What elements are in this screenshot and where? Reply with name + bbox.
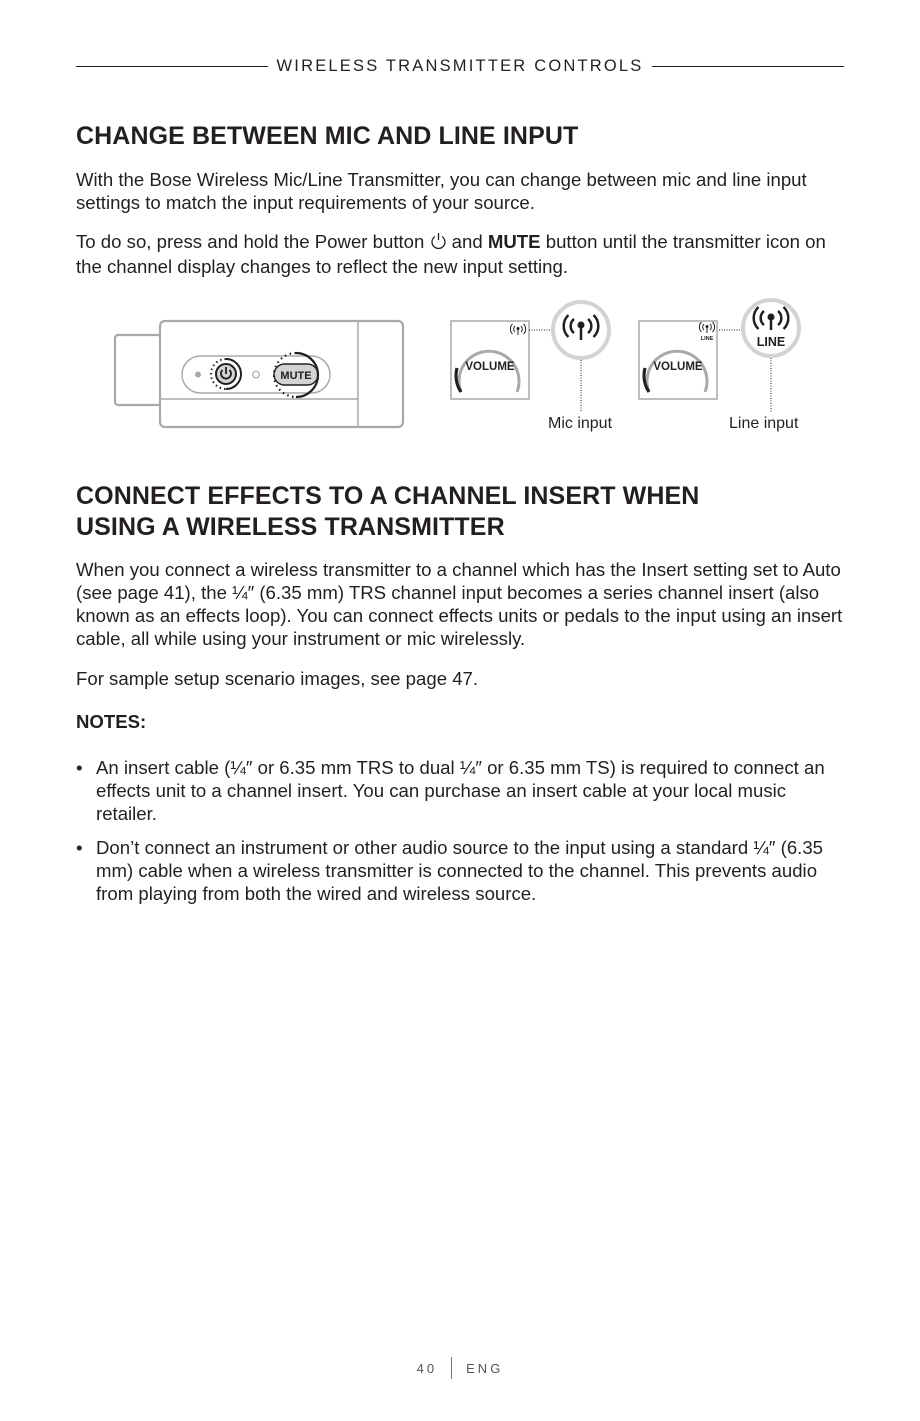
note-text: An insert cable (¼″ or 6.35 mm TRS to dual ¼″ or 6.35 mm TS) is required to connect an effects unit to a channel insert. You can purchase an insert cable at your local music retailer. xyxy=(96,757,825,824)
line-volume-label: VOLUME xyxy=(653,361,703,373)
page-number: 40 xyxy=(416,1360,438,1376)
section-header xyxy=(76,54,844,78)
line-badge-label: LINE xyxy=(756,335,786,349)
mic-input-caption: Mic input xyxy=(548,415,613,432)
instruction-text-mid: and xyxy=(446,231,488,252)
language-code: ENG xyxy=(466,1360,504,1376)
paragraph-sample-setup: For sample setup scenario images, see page 47. xyxy=(76,668,479,689)
heading-line-2: USING A WIRELESS TRANSMITTER xyxy=(76,513,505,541)
header-rule-left xyxy=(76,66,268,67)
heading-line-1: CONNECT EFFECTS TO A CHANNEL INSERT WHEN xyxy=(76,482,700,510)
mute-button-label: MUTE xyxy=(280,370,312,382)
power-icon xyxy=(430,232,447,255)
line-input-caption: Line input xyxy=(729,415,799,432)
instruction-text-pre: To do so, press and hold the Power button xyxy=(76,231,430,252)
paragraph-instructions xyxy=(76,230,836,278)
small-line-badge: LINE xyxy=(700,336,714,342)
notes-list xyxy=(76,756,846,916)
line-input-illustration xyxy=(637,296,807,414)
bullet: • xyxy=(76,837,83,858)
page-footer xyxy=(0,1357,920,1379)
note-item xyxy=(76,756,846,825)
transmitter-illustration xyxy=(110,316,410,432)
mute-label-inline: MUTE xyxy=(487,231,541,252)
heading-change-input: CHANGE BETWEEN MIC AND LINE INPUT xyxy=(76,122,579,150)
instruction-text-post: button until the transmitter icon on the channel display changes to reflect the new input setting. xyxy=(76,231,826,277)
paragraph-intro: With the Bose Wireless Mic/Line Transmitter, you can change between mic and line input settings to match the input requirements of your source. xyxy=(76,169,807,213)
notes-heading: NOTES: xyxy=(76,711,147,732)
mic-volume-label: VOLUME xyxy=(465,361,515,373)
note-text: Don’t connect an instrument or other audio source to the input using a standard ¼″ (6.35 mm) cable when a wireless transmitter is connected to the channel. This prevents audio from playing from both the wired and wireless source. xyxy=(96,837,824,904)
header-rule-right xyxy=(652,66,844,67)
bullet: • xyxy=(76,757,83,778)
paragraph-insert-description: When you connect a wireless transmitter to a channel which has the Insert setting set to Auto (see page 41), the ¼″ (6.35 mm) TRS channel input becomes a series channel insert (also known as an effects loop). You can connect effects units or pedals to the input using an insert cable, all while using your instrument or mic wirelessly. xyxy=(76,559,843,649)
note-item xyxy=(76,836,846,905)
footer-divider xyxy=(451,1357,452,1379)
heading-connect-effects xyxy=(76,481,699,543)
section-header-title: WIRELESS TRANSMITTER CONTROLS xyxy=(276,56,644,75)
mic-input-illustration xyxy=(449,296,619,414)
